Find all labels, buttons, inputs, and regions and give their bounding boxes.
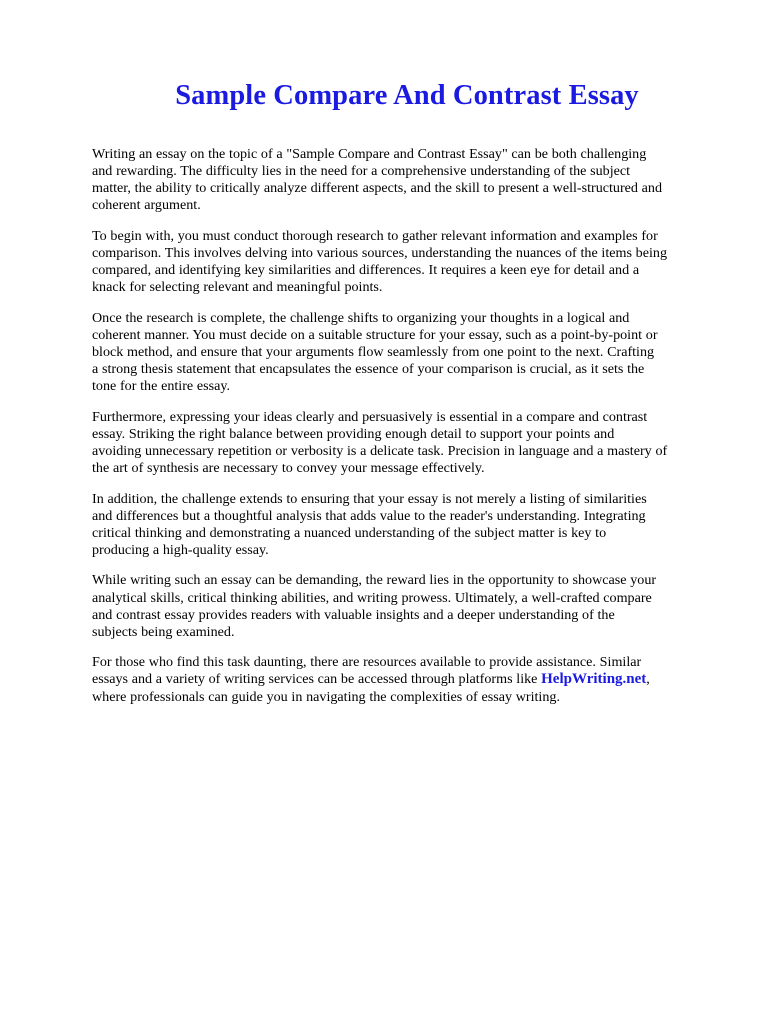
paragraph-line: the art of synthesis are necessary to convey your message effectively. bbox=[92, 460, 485, 476]
paragraph-line: comparison. This involves delving into various sources, understanding the nuances of the items being bbox=[92, 244, 667, 261]
paragraph-research bbox=[92, 228, 728, 296]
paragraph-line: To begin with, you must conduct thorough research to gather relevant information and examples for bbox=[92, 227, 658, 244]
helpwriting-link[interactable]: HelpWriting.net bbox=[541, 671, 647, 688]
paragraph-line: and contrast essay provides readers with valuable insights and a deeper understanding of the bbox=[92, 606, 615, 623]
paragraph-line: coherent argument. bbox=[92, 197, 201, 214]
paragraph-line: Once the research is complete, the challenge shifts to organizing your thoughts in a logical and bbox=[92, 309, 630, 326]
essay-body bbox=[92, 146, 728, 719]
paragraph-line-with-link bbox=[92, 671, 728, 688]
paragraph-line: producing a high-quality essay. bbox=[92, 541, 269, 558]
paragraph-line: block method, and ensure that your arguments flow seamlessly from one point to the next. Crafting bbox=[92, 343, 655, 360]
link-trailing-comma: , bbox=[646, 671, 650, 688]
paragraph-line: analytical skills, critical thinking abilities, and writing prowess. Ultimately, a well-crafted compare bbox=[92, 589, 652, 606]
paragraph-line: avoiding unnecessary repetition or verbosity is a delicate task. Precision in language and a mastery of bbox=[92, 442, 668, 459]
paragraph-line: coherent manner. You must decide on a suitable structure for your essay, such as a point-by-point or bbox=[92, 326, 658, 343]
paragraph-reward bbox=[92, 572, 728, 640]
paragraph-line: Furthermore, expressing your ideas clearly and persuasively is essential in a compare and contrast bbox=[92, 408, 648, 425]
paragraph-organizing bbox=[92, 310, 728, 395]
paragraph-line: and rewarding. The difficulty lies in the need for a comprehensive understanding of the subject bbox=[92, 163, 631, 180]
paragraph-line: and differences but a thoughtful analysis that adds value to the reader's understanding. Integrating bbox=[92, 507, 646, 524]
paragraph-line: knack for selecting relevant and meaningful points. bbox=[92, 279, 383, 296]
paragraph-resources bbox=[92, 654, 728, 705]
paragraph-line: where professionals can guide you in navigating the complexities of essay writing. bbox=[92, 688, 560, 705]
paragraph-expressing bbox=[92, 409, 728, 477]
paragraph-line: compared, and identifying key similarities and differences. It requires a keen eye for detail and a bbox=[92, 262, 640, 279]
paragraph-line: Writing an essay on the topic of a "Sample Compare and Contrast Essay" can be both challenging bbox=[92, 146, 647, 162]
paragraph-line: matter, the ability to critically analyze different aspects, and the skill to present a well-structured and bbox=[92, 180, 663, 197]
link-lead-text: essays and a variety of writing services can be accessed through platforms like bbox=[92, 671, 542, 688]
paragraph-line: subjects being examined. bbox=[92, 623, 235, 640]
paragraph-line: essay. Striking the right balance between providing enough detail to support your points and bbox=[92, 425, 615, 442]
paragraph-intro bbox=[92, 146, 728, 214]
paragraph-line: critical thinking and demonstrating a nuanced understanding of the subject matter is key to bbox=[92, 524, 607, 541]
paragraph-line: a strong thesis statement that encapsulates the essence of your comparison is crucial, as it sets the bbox=[92, 361, 645, 378]
paragraph-line: While writing such an essay can be demanding, the reward lies in the opportunity to showcase your bbox=[92, 572, 657, 589]
paragraph-line: For those who find this task daunting, there are resources available to provide assistance. Similar bbox=[92, 654, 642, 671]
paragraph-line: In addition, the challenge extends to ensuring that your essay is not merely a listing of similarities bbox=[92, 490, 647, 507]
paragraph-line: tone for the entire essay. bbox=[92, 378, 231, 395]
page-title: Sample Compare And Contrast Essay bbox=[175, 80, 639, 111]
paragraph-analysis bbox=[92, 491, 728, 559]
